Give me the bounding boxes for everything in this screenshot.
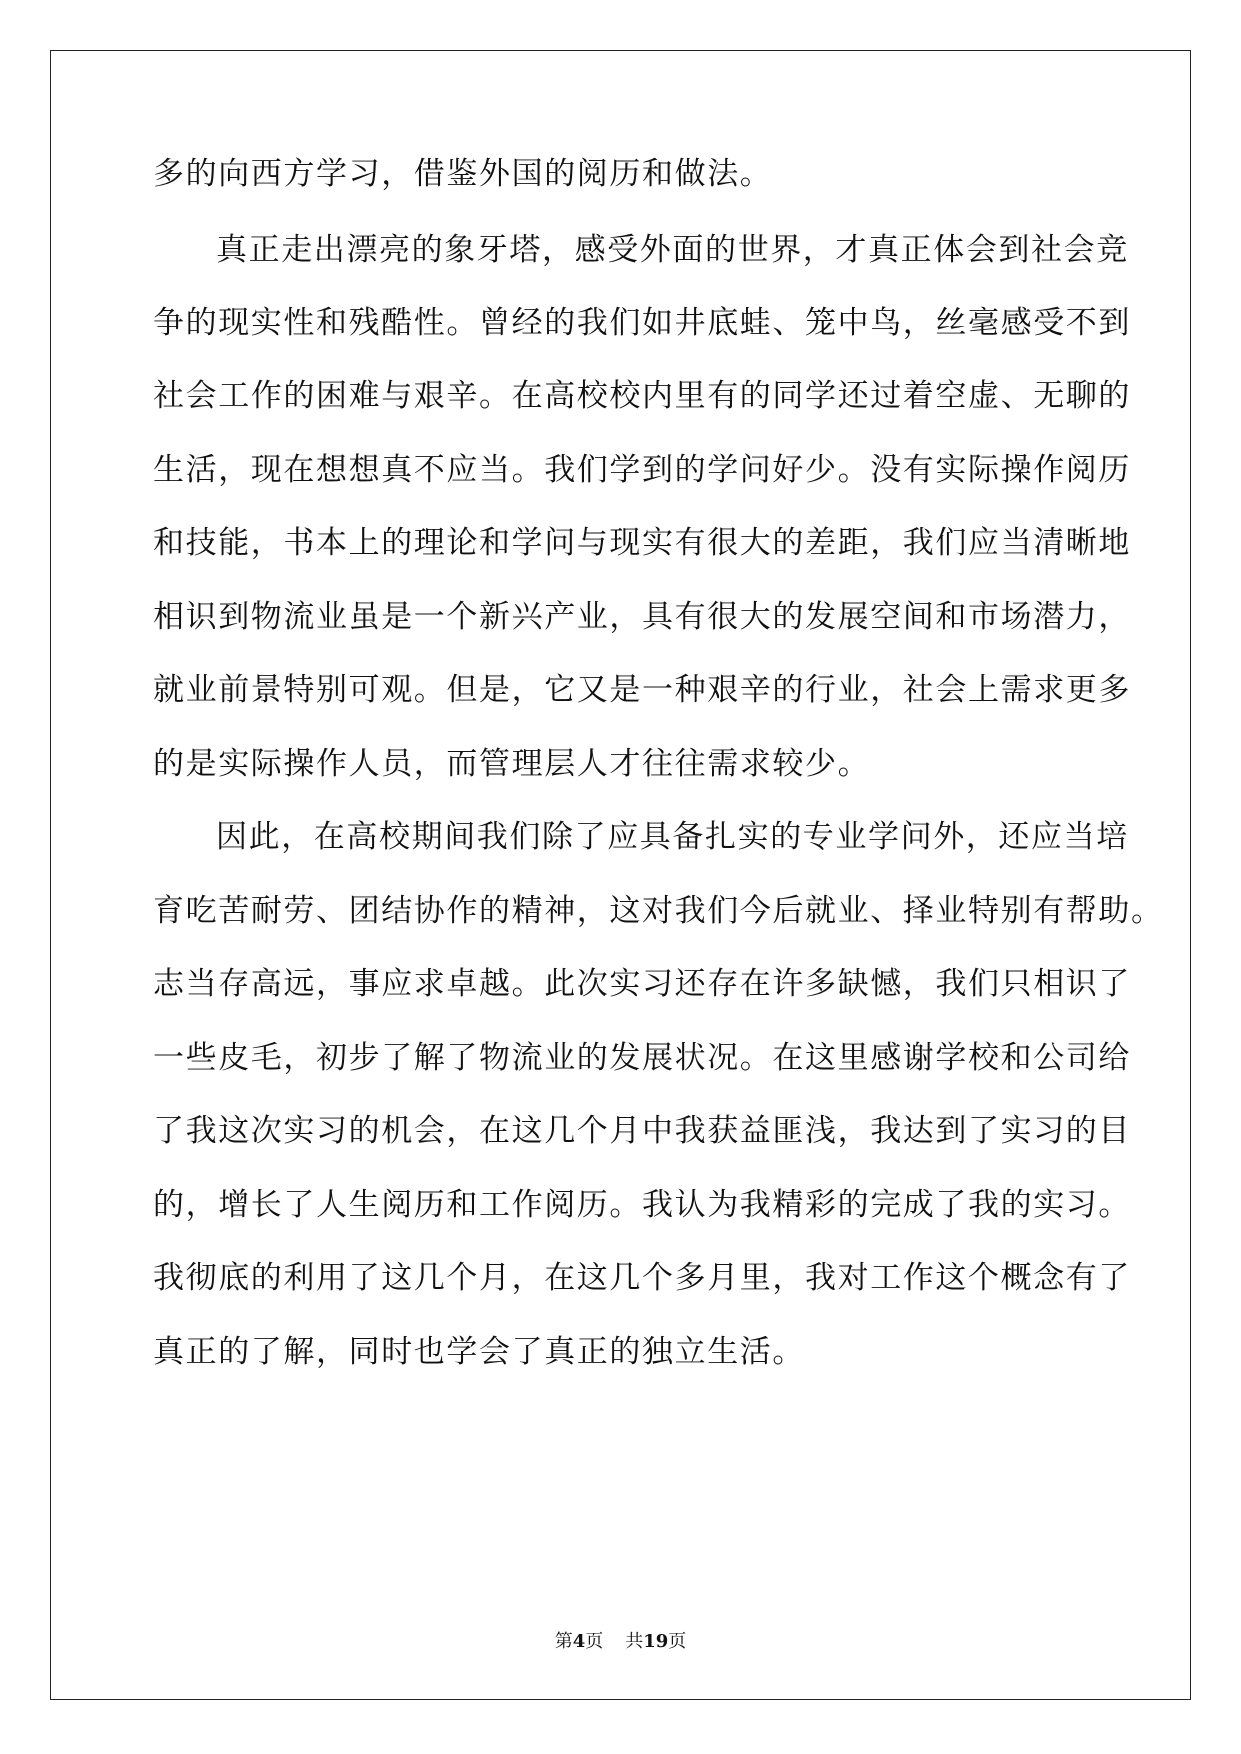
paragraph-3-line-5: 了我这次实习的机会，在这几个月中我获益匪浅，我达到了实习的目 bbox=[153, 1113, 1131, 1149]
paragraph-3-line-2: 育吃苦耐劳、团结协作的精神，这对我们今后就业、择业特别有帮助。 bbox=[153, 893, 1164, 929]
paragraph-2-line-3: 社会工作的困难与艰辛。在高校校内里有的同学还过着空虚、无聊的 bbox=[153, 378, 1131, 414]
paragraph-2-line-2: 争的现实性和残酷性。曾经的我们如井底蛙、笼中鸟，丝毫感受不到 bbox=[153, 305, 1131, 341]
paragraph-3-line-6: 的，增长了人生阅历和工作阅历。我认为我精彩的完成了我的实习。 bbox=[153, 1187, 1131, 1223]
paragraph-2-line-7: 就业前景特别可观。但是，它又是一种艰辛的行业，社会上需求更多 bbox=[153, 672, 1131, 708]
text-line-1: 多的向西方学习，借鉴外国的阅历和做法。 bbox=[153, 156, 773, 192]
paragraph-2-line-5: 和技能，书本上的理论和学问与现实有很大的差距，我们应当清晰地 bbox=[153, 525, 1131, 561]
paragraph-2-line-6: 相识到物流业虽是一个新兴产业，具有很大的发展空间和市场潜力， bbox=[153, 599, 1131, 635]
total-suffix: 页 bbox=[668, 1631, 687, 1652]
page-footer bbox=[0, 1630, 1241, 1654]
page-suffix: 页 bbox=[585, 1631, 604, 1652]
paragraph-3-line-4: 一些皮毛，初步了解了物流业的发展状况。在这里感谢学校和公司给 bbox=[153, 1040, 1131, 1076]
total-prefix: 共 bbox=[625, 1631, 644, 1652]
paragraph-3-line-3: 志当存高远，事应求卓越。此次实习还存在许多缺憾，我们只相识了 bbox=[153, 966, 1131, 1002]
paragraph-2-line-8: 的是实际操作人员，而管理层人才往往需求较少。 bbox=[153, 746, 871, 782]
paragraph-3-line-1: 因此，在高校期间我们除了应具备扎实的专业学问外，还应当培 bbox=[216, 819, 1129, 855]
page-prefix: 第 bbox=[554, 1631, 573, 1652]
paragraph-2-line-4: 生活，现在想想真不应当。我们学到的学问好少。没有实际操作阅历 bbox=[153, 452, 1131, 488]
paragraph-3-line-7: 我彻底的利用了这几个月，在这几个多月里，我对工作这个概念有了 bbox=[153, 1260, 1131, 1296]
paragraph-3-line-8: 真正的了解，同时也学会了真正的独立生活。 bbox=[153, 1334, 805, 1370]
page-border bbox=[50, 50, 1191, 1700]
paragraph-2-line-1: 真正走出漂亮的象牙塔，感受外面的世界，才真正体会到社会竞 bbox=[216, 232, 1129, 268]
page-number: 4 bbox=[572, 1631, 586, 1652]
total-pages: 19 bbox=[643, 1631, 669, 1652]
